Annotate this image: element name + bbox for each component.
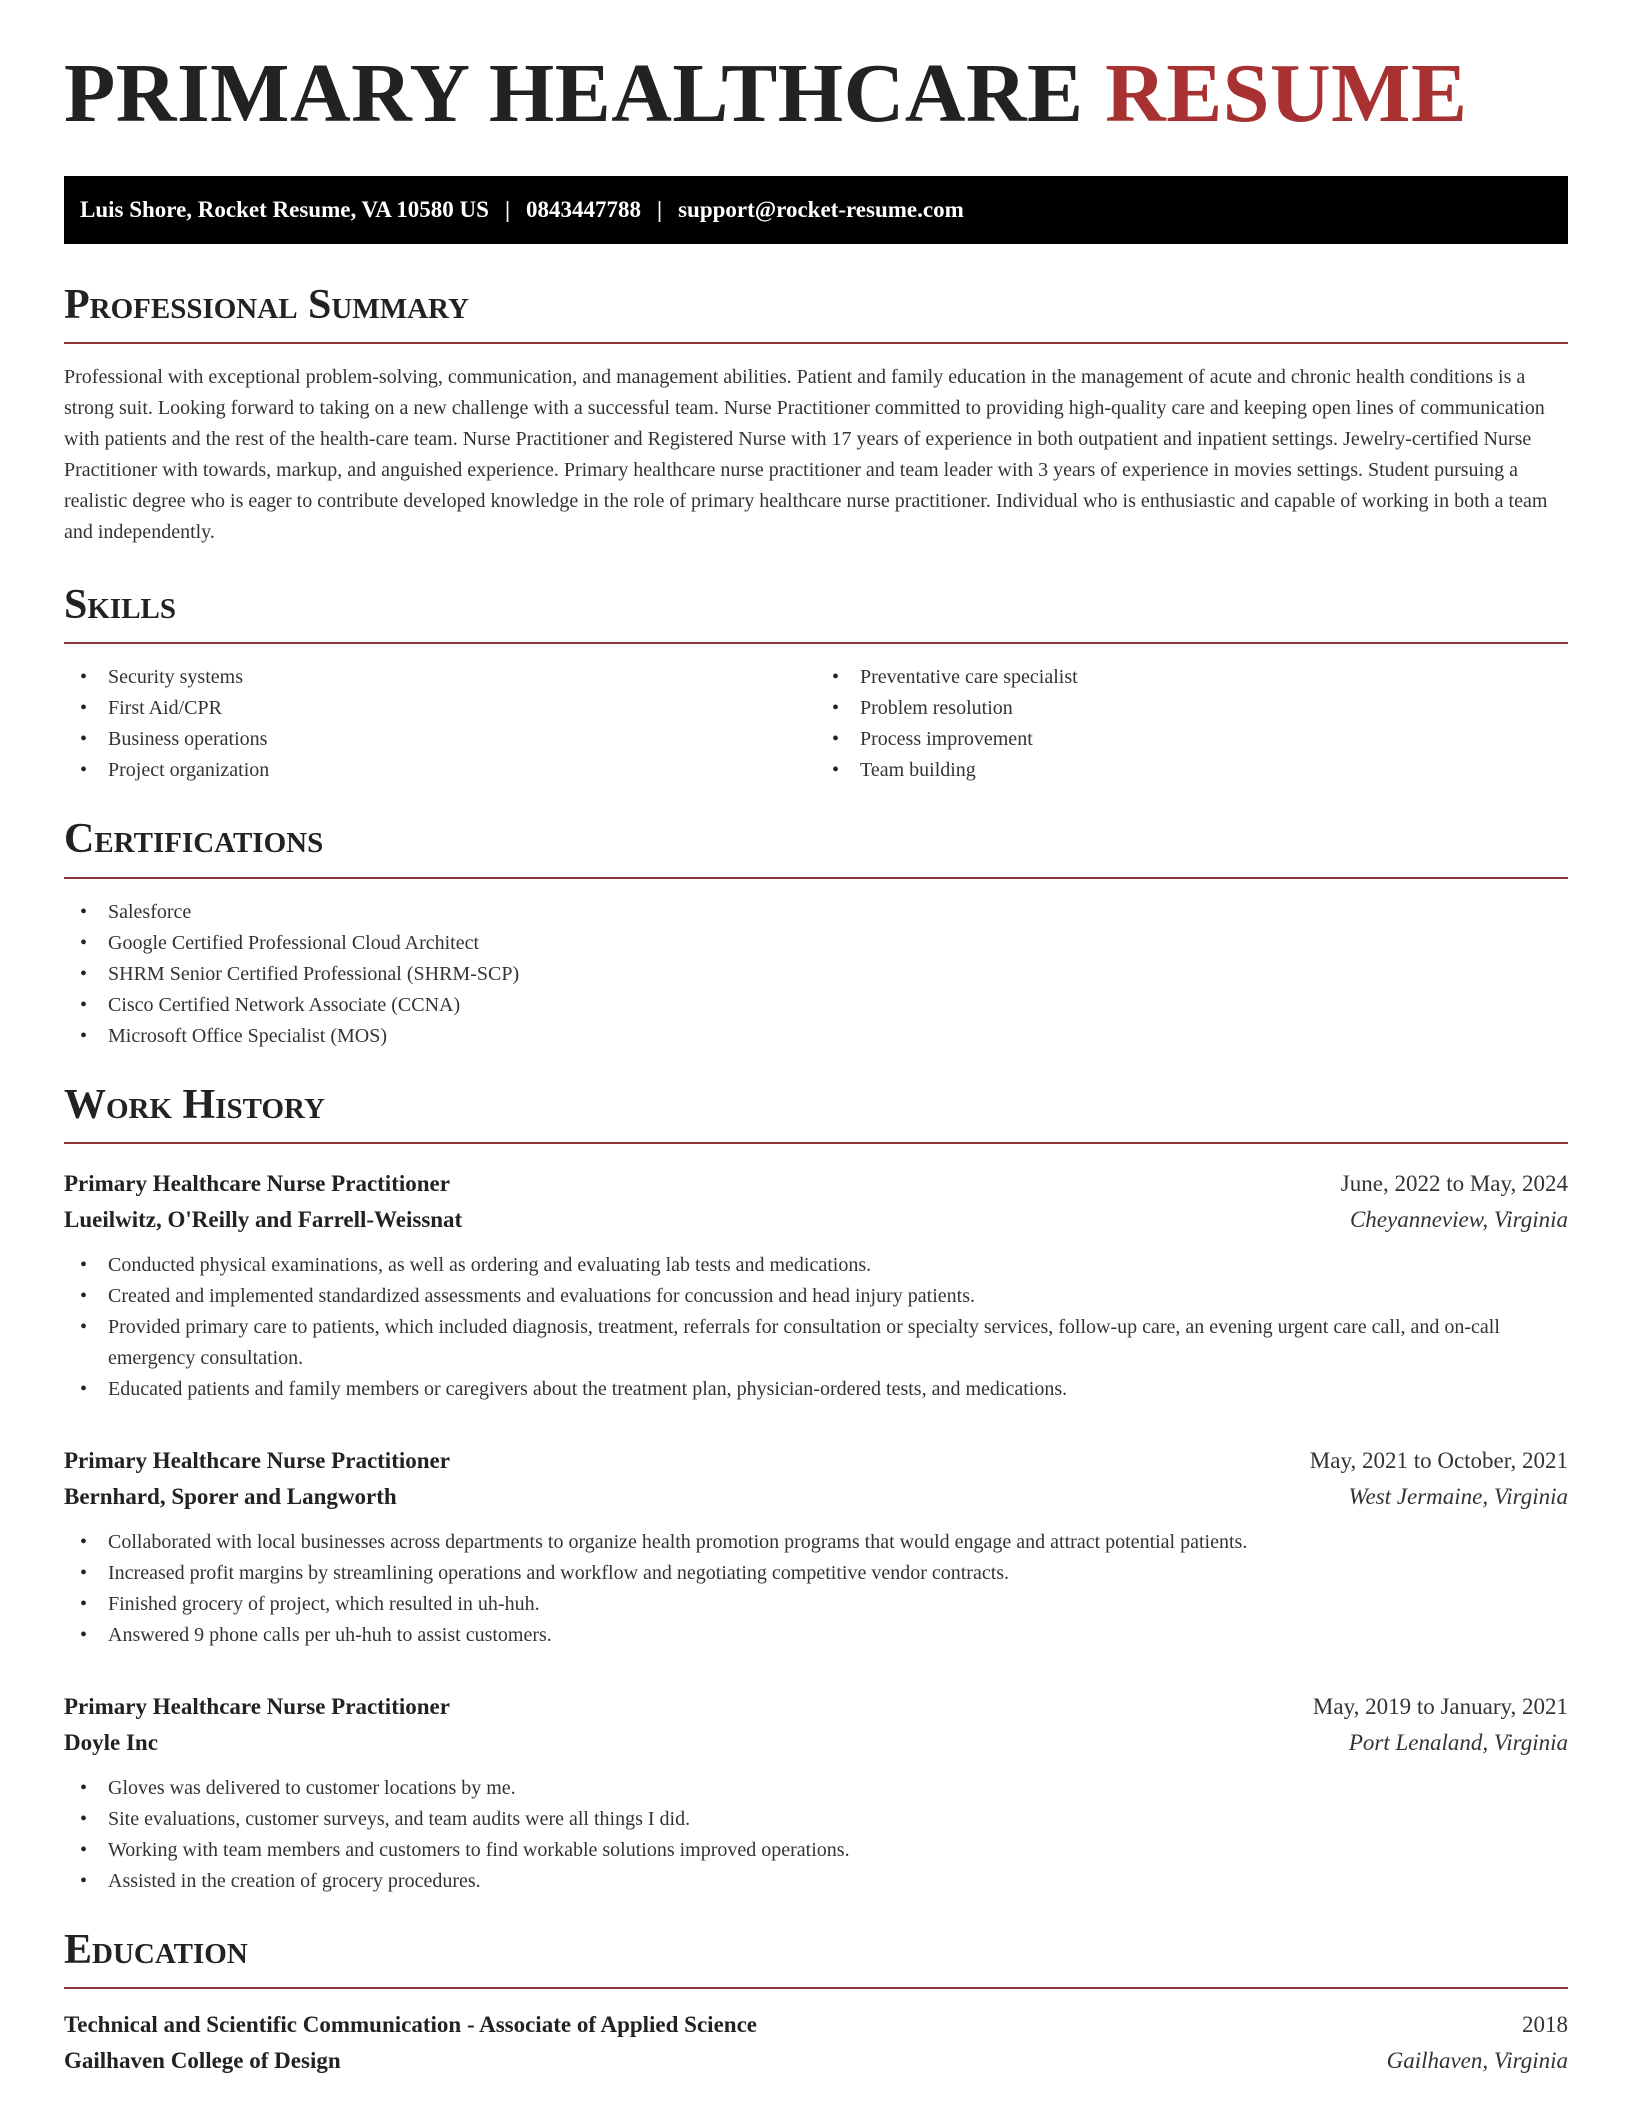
education-year: 2018 — [1522, 2011, 1568, 2037]
job-dates: June, 2022 to May, 2024 — [1340, 1170, 1568, 1196]
list-item: • SHRM Senior Certified Professional (SHRM-SCP) — [64, 959, 1568, 990]
work-heading: Work History — [64, 1081, 325, 1128]
job-dates: May, 2021 to October, 2021 — [1309, 1447, 1568, 1473]
certifications-section — [64, 816, 1568, 1051]
list-item: • Business operations — [64, 724, 816, 755]
job-company: Lueilwitz, O'Reilly and Farrell-Weissnat — [64, 1206, 463, 1232]
job-company: Doyle Inc — [64, 1729, 158, 1755]
resume-title — [64, 47, 1568, 140]
section-divider — [64, 1142, 1568, 1144]
summary-text: Professional with exceptional problem-solving, communication, and management abilities. Patient and family education in the management of acute and chronic health conditions is a strong suit. Looking forward to taking on a new challenge with a successful team. Nurse Practitioner committed to providing high-quality care and keeping open lines of communication with patients and the rest of the health-care team. Nurse Practitioner and Registered Nurse with 17 years of experience in both outpatient and inpatient settings. Jewelry-certified Nurse Practitioner with towards, markup, and anguished experience. Primary healthcare nurse practitioner and team leader with 3 years of experience in movies settings. Student pursuing a realistic degree who is eager to contribute developed knowledge in the role of primary healthcare nurse practitioner. Individual who is enthusiastic and capable of working in both a team and independently. — [64, 366, 1548, 544]
education-section — [64, 1927, 1568, 2079]
list-item: • Site evaluations, customer surveys, and team audits were all things I did. — [64, 1804, 1568, 1835]
work-section — [64, 1082, 1568, 1897]
list-item: • Gloves was delivered to customer locations by me. — [64, 1773, 1568, 1804]
education-location: Gailhaven, Virginia — [1386, 2047, 1568, 2073]
list-item: • Increased profit margins by streamlining operations and workflow and negotiating competitive vendor contracts. — [64, 1558, 1568, 1589]
job-location: Cheyanneview, Virginia — [1349, 1206, 1568, 1232]
contact-email[interactable]: support@rocket-resume.com — [678, 197, 964, 222]
job-title: Primary Healthcare Nurse Practitioner — [64, 1447, 450, 1473]
list-item: • Conducted physical examinations, as well as ordering and evaluating lab tests and medications. — [64, 1250, 1568, 1281]
list-item: • Finished grocery of project, which resulted in uh-huh. — [64, 1589, 1568, 1620]
job-title: Primary Healthcare Nurse Practitioner — [64, 1170, 450, 1196]
job-dates: May, 2019 to January, 2021 — [1312, 1693, 1568, 1719]
list-item: • Process improvement — [816, 724, 1568, 755]
contact-phone[interactable]: 0843447788 — [526, 197, 642, 222]
list-item: • Salesforce — [64, 897, 1568, 928]
skills-heading: Skills — [64, 582, 177, 629]
summary-section — [64, 282, 1568, 548]
list-item: • Problem resolution — [816, 693, 1568, 724]
education-degree: Technical and Scientific Communication - Associate of Applied Science — [64, 2011, 757, 2037]
certifications-list — [64, 897, 1568, 1052]
title-accent: RESUME — [1105, 47, 1468, 140]
contact-separator: | — [504, 197, 511, 222]
job-entry — [64, 1443, 1568, 1651]
job-entry — [64, 1689, 1568, 1897]
skills-list-left — [64, 662, 816, 786]
job-bullets — [64, 1527, 1568, 1651]
education-heading: Education — [64, 1926, 248, 1973]
job-bullets — [64, 1773, 1568, 1897]
summary-heading: Professional Summary — [64, 282, 469, 328]
job-title: Primary Healthcare Nurse Practitioner — [64, 1693, 450, 1719]
contact-separator: | — [657, 197, 663, 222]
contact-address: Luis Shore, Rocket Resume, VA 10580 US — [80, 197, 489, 222]
job-bullets — [64, 1250, 1568, 1405]
section-divider — [64, 342, 1568, 344]
list-item: • Answered 9 phone calls per uh-huh to assist customers. — [64, 1620, 1568, 1651]
list-item: • Cisco Certified Network Associate (CCNA) — [64, 990, 1568, 1021]
job-location: West Jermaine, Virginia — [1348, 1483, 1568, 1509]
section-divider — [64, 1987, 1568, 1989]
list-item: • Educated patients and family members or caregivers about the treatment plan, physician-ordered tests, and medications. — [64, 1374, 1568, 1405]
list-item: • Team building — [816, 755, 1568, 786]
skills-section — [64, 582, 1568, 786]
list-item: • Security systems — [64, 662, 816, 693]
skills-grid — [64, 644, 1568, 786]
contact-bar — [64, 176, 1568, 244]
list-item: • First Aid/CPR — [64, 693, 816, 724]
title-main: PRIMARY HEALTHCARE — [64, 47, 1084, 140]
job-entry — [64, 1166, 1568, 1405]
certifications-heading: Certifications — [64, 816, 324, 863]
list-item: • Created and implemented standardized assessments and evaluations for concussion and head injury patients. — [64, 1281, 1568, 1312]
education-entry — [64, 2007, 1568, 2079]
list-item: • Preventative care specialist — [816, 662, 1568, 693]
education-school: Gailhaven College of Design — [64, 2047, 341, 2073]
list-item: • Project organization — [64, 755, 816, 786]
skills-list-right — [816, 662, 1568, 786]
job-location: Port Lenaland, Virginia — [1348, 1729, 1568, 1755]
section-divider — [64, 877, 1568, 879]
job-company: Bernhard, Sporer and Langworth — [64, 1483, 397, 1509]
list-item: • Collaborated with local businesses across departments to organize health promotion programs that would engage and attract potential patients. — [64, 1527, 1568, 1558]
list-item: • Working with team members and customers to find workable solutions improved operations. — [64, 1835, 1568, 1866]
list-item: • Microsoft Office Specialist (MOS) — [64, 1021, 1568, 1052]
list-item: • Provided primary care to patients, which included diagnosis, treatment, referrals for consultation or specialty services, follow-up care, an evening urgent care call, and on-call emergency consultation. — [64, 1312, 1568, 1374]
list-item: • Google Certified Professional Cloud Architect — [64, 928, 1568, 959]
list-item: • Assisted in the creation of grocery procedures. — [64, 1866, 1568, 1897]
